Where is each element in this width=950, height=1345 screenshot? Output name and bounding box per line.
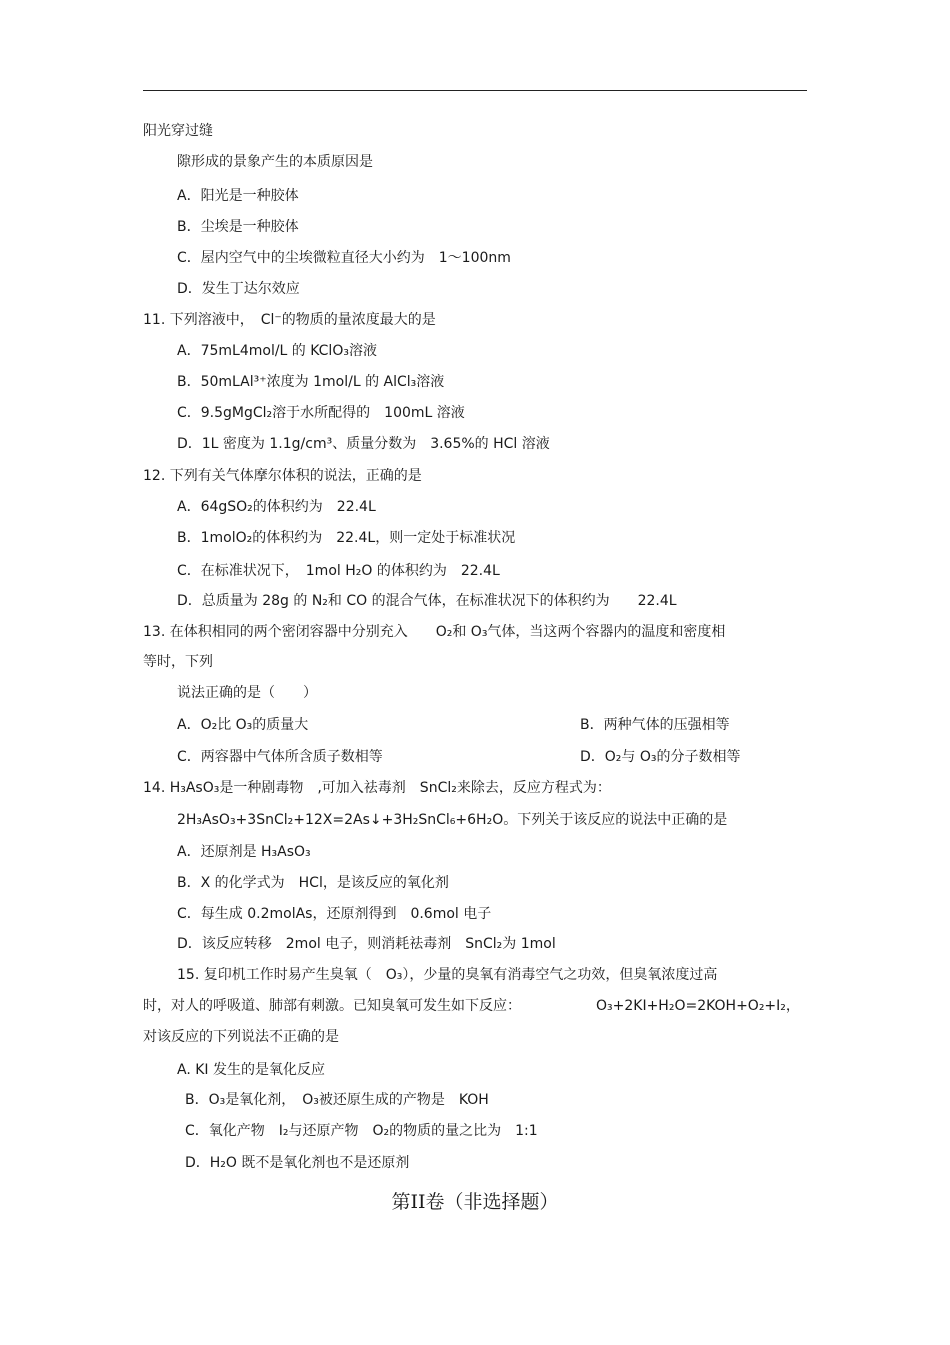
option-a: A．75mL4mol/L 的 KClO₃溶液 [177,343,377,359]
option-b: B．1molO₂的体积约为 22.4L，则一定处于标准状况 [177,530,516,546]
text-line: 等时，下列 [143,654,213,670]
question-12: 12. 下列有关气体摩尔体积的说法，正确的是 [143,468,422,484]
text-line: 阳光穿过缝 [143,123,213,139]
question-15: 15. 复印机工作时易产生臭氧（ O₃），少量的臭氧有消毒空气之功效，但臭氧浓度过高 [177,967,718,983]
section-title: 第II卷（非选择题） [391,1191,559,1213]
option-b: B．X 的化学式为 HCl，是该反应的氧化剂 [177,875,449,891]
option-b: B．尘埃是一种胶体 [177,219,299,235]
option-d: D．该反应转移 2mol 电子，则消耗祛毒剂 SnCl₂为 1mol [177,936,556,952]
option-d: D．O₂与 O₃的分子数相等 [580,749,741,765]
option-c: C．屋内空气中的尘埃微粒直径大小约为 1～100nm [177,250,511,266]
option-d: D．发生丁达尔效应 [177,281,300,297]
text-line: 说法正确的是（ ） [177,685,317,701]
option-b: B．O₃是氧化剂， O₃被还原生成的产物是 KOH [185,1092,489,1108]
question-13: 13. 在体积相同的两个密闭容器中分别充入 O₂和 O₃气体，当这两个容器内的温度和密度相 [143,624,726,640]
option-c: C．9.5gMgCl₂溶于水所配得的 100mL 溶液 [177,405,465,421]
question-11: 11. 下列溶液中， Cl⁻的物质的量浓度最大的是 [143,312,436,328]
text-line: 对该反应的下列说法不正确的是 [143,1029,339,1045]
option-b: B．50mLAl³⁺浓度为 1mol/L 的 AlCl₃溶液 [177,374,445,390]
option-a: A．64gSO₂的体积约为 22.4L [177,499,376,515]
option-d: D．总质量为 28g 的 N₂和 CO 的混合气体，在标准状况下的体积约为 22.4L [177,593,677,609]
equation-line: O₃+2KI+H₂O=2KOH+O₂+I₂， [596,998,800,1014]
option-d: D．1L 密度为 1.1g/cm³、质量分数为 3.65%的 HCl 溶液 [177,436,550,452]
option-c: C．氧化产物 I₂与还原产物 O₂的物质的量之比为 1:1 [185,1123,538,1139]
option-a: A．还原剂是 H₃AsO₃ [177,844,311,860]
text-line: 隙形成的景象产生的本质原因是 [177,154,373,170]
question-14: 14. H₃AsO₃是一种剧毒物 ,可加入祛毒剂 SnCl₂来除去，反应方程式为： [143,780,611,796]
header-rule [143,90,807,91]
text-line: 时，对人的呼吸道、肺部有刺激。已知臭氧可发生如下反应： [143,998,521,1014]
option-a: A．O₂比 O₃的质量大 [177,717,309,733]
option-c: C．两容器中气体所含质子数相等 [177,749,383,765]
option-d: D．H₂O 既不是氧化剂也不是还原剂 [185,1155,410,1171]
option-a: A．阳光是一种胶体 [177,188,299,204]
equation-line: 2H₃AsO₃+3SnCl₂+12X=2As↓+3H₂SnCl₆+6H₂O。下列关于该反应的说法中正确的是 [177,812,728,828]
option-c: C．在标准状况下， 1mol H₂O 的体积约为 22.4L [177,563,500,579]
option-b: B．两种气体的压强相等 [580,717,730,733]
option-a: A. KI 发生的是氧化反应 [177,1062,325,1078]
option-c: C．每生成 0.2molAs，还原剂得到 0.6mol 电子 [177,906,492,922]
